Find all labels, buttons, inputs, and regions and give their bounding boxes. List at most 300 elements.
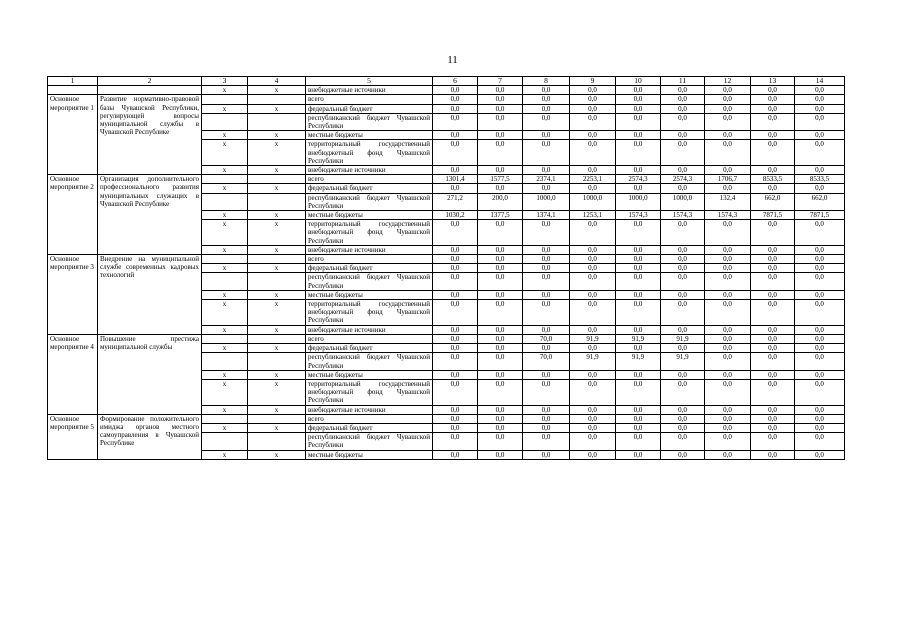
value-cell: 132,4 — [705, 193, 751, 210]
header-row — [48, 77, 845, 86]
code-cell — [202, 95, 248, 104]
value-cell: 0,0 — [523, 433, 570, 450]
code-cell: х — [248, 140, 306, 166]
value-cell: 0,0 — [433, 414, 478, 423]
value-cell: 0,0 — [478, 300, 523, 326]
funding-source: территориальный государственный внебюджетный фонд Чувашской Республики — [306, 140, 433, 166]
value-cell: 0,0 — [661, 405, 705, 414]
value-cell: 0,0 — [523, 86, 570, 95]
value-cell: 0,0 — [705, 450, 751, 459]
funding-source: республиканский бюджет Чувашской Республики — [306, 113, 433, 130]
value-cell: 0,0 — [433, 433, 478, 450]
value-cell: 0,0 — [570, 220, 616, 246]
value-cell: 0,0 — [433, 245, 478, 254]
code-cell: х — [248, 370, 306, 379]
value-cell: 0,0 — [751, 433, 795, 450]
value-cell: 0,0 — [751, 344, 795, 353]
code-cell: х — [202, 450, 248, 459]
code-cell: х — [248, 344, 306, 353]
column-header: 5 — [306, 77, 433, 86]
value-cell: 0,0 — [751, 184, 795, 193]
code-cell — [248, 353, 306, 370]
column-header: 4 — [248, 77, 306, 86]
value-cell: 0,0 — [795, 370, 845, 379]
value-cell: 1706,7 — [705, 175, 751, 184]
value-cell: 0,0 — [570, 450, 616, 459]
value-cell: 0,0 — [478, 450, 523, 459]
value-cell: 0,0 — [478, 104, 523, 113]
value-cell: 0,0 — [570, 423, 616, 432]
value-cell: 271,2 — [433, 193, 478, 210]
value-cell: 0,0 — [570, 273, 616, 290]
value-cell: 0,0 — [523, 166, 570, 175]
value-cell: 2574,3 — [616, 175, 661, 184]
code-cell: х — [202, 290, 248, 299]
funding-source: республиканский бюджет Чувашской Республики — [306, 433, 433, 450]
code-cell: х — [248, 379, 306, 405]
value-cell: 0,0 — [616, 344, 661, 353]
value-cell: 0,0 — [433, 370, 478, 379]
measure-description: Формирование положительного имиджа органов местного самоуправления в Чувашской Республике — [98, 414, 202, 459]
value-cell: 0,0 — [661, 86, 705, 95]
code-cell: х — [202, 104, 248, 113]
table-row — [48, 414, 845, 423]
table-row — [48, 175, 845, 184]
value-cell: 662,0 — [795, 193, 845, 210]
code-cell: х — [202, 245, 248, 254]
value-cell: 1574,3 — [661, 211, 705, 220]
column-header: 9 — [570, 77, 616, 86]
value-cell: 1000,0 — [570, 193, 616, 210]
value-cell: 0,0 — [433, 405, 478, 414]
value-cell: 0,0 — [795, 450, 845, 459]
column-header: 10 — [616, 77, 661, 86]
funding-source: федеральный бюджет — [306, 423, 433, 432]
value-cell: 2374,1 — [523, 175, 570, 184]
value-cell: 0,0 — [523, 325, 570, 334]
value-cell: 0,0 — [661, 166, 705, 175]
funding-source: республиканский бюджет Чувашской Республики — [306, 193, 433, 210]
code-cell: х — [248, 211, 306, 220]
code-cell: х — [202, 300, 248, 326]
value-cell: 0,0 — [705, 325, 751, 334]
value-cell: 8533,5 — [751, 175, 795, 184]
value-cell: 1030,2 — [433, 211, 478, 220]
value-cell: 0,0 — [478, 184, 523, 193]
value-cell: 0,0 — [751, 273, 795, 290]
table-row — [48, 255, 845, 264]
value-cell: 0,0 — [478, 220, 523, 246]
code-cell: х — [202, 423, 248, 432]
measure-name: Основное мероприятие 3 — [48, 255, 98, 335]
value-cell: 0,0 — [616, 273, 661, 290]
value-cell: 0,0 — [523, 423, 570, 432]
value-cell: 1577,5 — [478, 175, 523, 184]
code-cell — [248, 433, 306, 450]
value-cell: 0,0 — [570, 166, 616, 175]
value-cell: 0,0 — [661, 184, 705, 193]
value-cell: 0,0 — [795, 423, 845, 432]
value-cell: 0,0 — [570, 184, 616, 193]
value-cell: 0,0 — [705, 423, 751, 432]
value-cell: 0,0 — [751, 255, 795, 264]
value-cell: 0,0 — [795, 334, 845, 343]
funding-source: местные бюджеты — [306, 131, 433, 140]
table-row — [48, 95, 845, 104]
code-cell: х — [202, 344, 248, 353]
value-cell: 0,0 — [661, 140, 705, 166]
value-cell: 0,0 — [751, 325, 795, 334]
value-cell: 0,0 — [751, 264, 795, 273]
value-cell: 0,0 — [433, 325, 478, 334]
value-cell: 0,0 — [570, 245, 616, 254]
code-cell: х — [248, 264, 306, 273]
value-cell: 0,0 — [751, 166, 795, 175]
value-cell: 0,0 — [705, 104, 751, 113]
value-cell: 0,0 — [795, 353, 845, 370]
value-cell: 0,0 — [616, 405, 661, 414]
value-cell: 0,0 — [433, 300, 478, 326]
value-cell: 0,0 — [478, 245, 523, 254]
measure-name: Основное мероприятие 1 — [48, 95, 98, 175]
value-cell: 0,0 — [661, 344, 705, 353]
value-cell: 0,0 — [433, 334, 478, 343]
value-cell: 0,0 — [795, 220, 845, 246]
column-header: 2 — [98, 77, 202, 86]
value-cell: 0,0 — [751, 86, 795, 95]
code-cell: х — [202, 264, 248, 273]
funding-source: местные бюджеты — [306, 211, 433, 220]
value-cell: 0,0 — [795, 104, 845, 113]
value-cell: 0,0 — [751, 140, 795, 166]
page-number: 11 — [447, 54, 458, 66]
value-cell: 0,0 — [795, 344, 845, 353]
code-cell: х — [248, 290, 306, 299]
value-cell: 0,0 — [433, 113, 478, 130]
code-cell: х — [202, 379, 248, 405]
value-cell: 0,0 — [570, 104, 616, 113]
value-cell: 0,0 — [705, 414, 751, 423]
value-cell: 0,0 — [795, 433, 845, 450]
value-cell: 0,0 — [616, 433, 661, 450]
value-cell: 0,0 — [751, 370, 795, 379]
value-cell: 0,0 — [616, 423, 661, 432]
value-cell: 0,0 — [523, 414, 570, 423]
code-cell: х — [202, 220, 248, 246]
measure-description: Организация дополнительного профессионального развития муниципальных служащих в Чувашской Республике — [98, 175, 202, 255]
funding-source: федеральный бюджет — [306, 104, 433, 113]
value-cell: 1000,0 — [661, 193, 705, 210]
code-cell: х — [248, 405, 306, 414]
value-cell: 0,0 — [705, 264, 751, 273]
value-cell: 0,0 — [478, 131, 523, 140]
value-cell: 0,0 — [523, 344, 570, 353]
value-cell: 0,0 — [433, 220, 478, 246]
funding-source: федеральный бюджет — [306, 184, 433, 193]
value-cell: 1000,0 — [616, 193, 661, 210]
value-cell: 0,0 — [570, 113, 616, 130]
value-cell: 0,0 — [616, 325, 661, 334]
value-cell: 91,9 — [661, 353, 705, 370]
funding-source: всего — [306, 95, 433, 104]
code-cell — [202, 433, 248, 450]
value-cell: 0,0 — [523, 379, 570, 405]
funding-source: всего — [306, 414, 433, 423]
value-cell: 0,0 — [795, 245, 845, 254]
value-cell: 0,0 — [661, 273, 705, 290]
value-cell: 0,0 — [478, 290, 523, 299]
funding-source: внебюджетные источники — [306, 86, 433, 95]
value-cell: 0,0 — [570, 290, 616, 299]
value-cell: 91,9 — [661, 334, 705, 343]
value-cell: 0,0 — [751, 405, 795, 414]
value-cell: 0,0 — [705, 379, 751, 405]
value-cell: 1000,0 — [523, 193, 570, 210]
funding-source: территориальный государственный внебюджетный фонд Чувашской Республики — [306, 220, 433, 246]
value-cell: 0,0 — [795, 273, 845, 290]
value-cell: 0,0 — [433, 255, 478, 264]
value-cell: 91,9 — [616, 334, 661, 343]
value-cell: 0,0 — [570, 414, 616, 423]
code-cell — [202, 113, 248, 130]
value-cell: 0,0 — [705, 255, 751, 264]
funding-source: местные бюджеты — [306, 290, 433, 299]
value-cell: 0,0 — [705, 184, 751, 193]
value-cell: 0,0 — [523, 140, 570, 166]
column-header: 7 — [478, 77, 523, 86]
value-cell: 0,0 — [570, 264, 616, 273]
value-cell: 0,0 — [751, 131, 795, 140]
value-cell: 0,0 — [433, 166, 478, 175]
value-cell: 0,0 — [616, 95, 661, 104]
value-cell: 0,0 — [523, 450, 570, 459]
column-header: 6 — [433, 77, 478, 86]
value-cell: 0,0 — [433, 131, 478, 140]
value-cell: 0,0 — [478, 140, 523, 166]
value-cell: 0,0 — [705, 95, 751, 104]
value-cell: 0,0 — [570, 433, 616, 450]
value-cell: 0,0 — [616, 264, 661, 273]
value-cell: 0,0 — [433, 184, 478, 193]
measure-description: Внедрение на муниципальной службе современных кадровых технологий — [98, 255, 202, 335]
code-cell: х — [202, 131, 248, 140]
value-cell: 0,0 — [795, 184, 845, 193]
value-cell: 0,0 — [523, 184, 570, 193]
funding-source: всего — [306, 334, 433, 343]
code-cell: х — [202, 370, 248, 379]
value-cell: 0,0 — [705, 344, 751, 353]
value-cell: 0,0 — [795, 86, 845, 95]
value-cell: 0,0 — [751, 290, 795, 299]
column-header: 3 — [202, 77, 248, 86]
value-cell: 0,0 — [751, 379, 795, 405]
value-cell: 0,0 — [795, 166, 845, 175]
code-cell: х — [248, 166, 306, 175]
value-cell: 0,0 — [616, 290, 661, 299]
value-cell: 662,0 — [751, 193, 795, 210]
table-row — [48, 86, 845, 95]
value-cell: 0,0 — [795, 113, 845, 130]
funding-source: территориальный государственный внебюджетный фонд Чувашской Республики — [306, 379, 433, 405]
value-cell: 0,0 — [570, 131, 616, 140]
value-cell: 0,0 — [705, 140, 751, 166]
code-cell — [248, 273, 306, 290]
value-cell: 0,0 — [478, 370, 523, 379]
code-cell: х — [202, 211, 248, 220]
value-cell: 0,0 — [661, 379, 705, 405]
funding-source: всего — [306, 175, 433, 184]
value-cell: 0,0 — [478, 344, 523, 353]
code-cell — [202, 193, 248, 210]
value-cell: 0,0 — [705, 86, 751, 95]
value-cell: 0,0 — [661, 370, 705, 379]
value-cell: 0,0 — [570, 255, 616, 264]
value-cell: 0,0 — [523, 273, 570, 290]
column-header: 11 — [661, 77, 705, 86]
value-cell: 0,0 — [705, 245, 751, 254]
value-cell: 0,0 — [705, 300, 751, 326]
value-cell: 8533,5 — [795, 175, 845, 184]
code-cell — [202, 175, 248, 184]
value-cell: 0,0 — [433, 290, 478, 299]
value-cell: 0,0 — [478, 166, 523, 175]
code-cell: х — [248, 300, 306, 326]
code-cell: х — [248, 245, 306, 254]
value-cell: 0,0 — [433, 353, 478, 370]
value-cell: 0,0 — [478, 379, 523, 405]
value-cell: 0,0 — [478, 433, 523, 450]
code-cell: х — [248, 325, 306, 334]
value-cell: 0,0 — [751, 450, 795, 459]
value-cell: 0,0 — [616, 300, 661, 326]
value-cell: 0,0 — [433, 379, 478, 405]
measure-name: Основное мероприятие 5 — [48, 414, 98, 459]
value-cell: 0,0 — [523, 95, 570, 104]
funding-source: внебюджетные источники — [306, 325, 433, 334]
funding-source: местные бюджеты — [306, 450, 433, 459]
value-cell: 0,0 — [433, 104, 478, 113]
value-cell: 0,0 — [661, 290, 705, 299]
funding-source: внебюджетные источники — [306, 166, 433, 175]
value-cell: 2574,3 — [661, 175, 705, 184]
value-cell: 0,0 — [523, 405, 570, 414]
value-cell: 0,0 — [616, 166, 661, 175]
column-header: 14 — [795, 77, 845, 86]
value-cell: 1377,5 — [478, 211, 523, 220]
value-cell: 0,0 — [478, 255, 523, 264]
column-header: 8 — [523, 77, 570, 86]
value-cell: 0,0 — [661, 220, 705, 246]
value-cell: 0,0 — [795, 405, 845, 414]
value-cell: 0,0 — [705, 334, 751, 343]
column-header: 13 — [751, 77, 795, 86]
value-cell: 0,0 — [433, 140, 478, 166]
code-cell: х — [248, 450, 306, 459]
value-cell: 70,0 — [523, 353, 570, 370]
funding-source: федеральный бюджет — [306, 264, 433, 273]
code-cell — [248, 193, 306, 210]
measure-name: Основное мероприятие 2 — [48, 175, 98, 255]
value-cell: 0,0 — [570, 405, 616, 414]
value-cell: 0,0 — [616, 370, 661, 379]
value-cell: 0,0 — [661, 245, 705, 254]
value-cell: 0,0 — [705, 220, 751, 246]
budget-table — [47, 76, 845, 460]
value-cell: 0,0 — [751, 113, 795, 130]
value-cell: 0,0 — [478, 353, 523, 370]
value-cell: 0,0 — [751, 245, 795, 254]
code-cell — [202, 255, 248, 264]
value-cell: 0,0 — [616, 131, 661, 140]
funding-source: федеральный бюджет — [306, 344, 433, 353]
value-cell: 0,0 — [705, 405, 751, 414]
value-cell: 0,0 — [570, 325, 616, 334]
code-cell: х — [202, 140, 248, 166]
code-cell: х — [202, 86, 248, 95]
code-cell: х — [202, 184, 248, 193]
value-cell: 0,0 — [523, 255, 570, 264]
empty-cell — [98, 86, 202, 95]
value-cell: 0,0 — [478, 273, 523, 290]
value-cell: 0,0 — [570, 140, 616, 166]
value-cell: 2253,1 — [570, 175, 616, 184]
code-cell — [248, 334, 306, 343]
value-cell: 0,0 — [616, 140, 661, 166]
value-cell: 0,0 — [616, 245, 661, 254]
value-cell: 0,0 — [478, 414, 523, 423]
value-cell: 0,0 — [570, 379, 616, 405]
value-cell: 1574,3 — [616, 211, 661, 220]
value-cell: 0,0 — [478, 95, 523, 104]
value-cell: 0,0 — [570, 344, 616, 353]
value-cell: 0,0 — [751, 414, 795, 423]
value-cell: 0,0 — [795, 379, 845, 405]
value-cell: 0,0 — [705, 273, 751, 290]
value-cell: 0,0 — [523, 113, 570, 130]
table-row — [48, 334, 845, 343]
value-cell: 0,0 — [795, 95, 845, 104]
value-cell: 0,0 — [433, 273, 478, 290]
value-cell: 70,0 — [523, 334, 570, 343]
empty-cell — [48, 86, 98, 95]
measure-description: Развитие нормативно-правовой базы Чувашской Республики, регулирующей вопросы муниципальной службы в Чувашской Республике — [98, 95, 202, 175]
value-cell: 0,0 — [523, 220, 570, 246]
code-cell — [248, 414, 306, 423]
value-cell: 0,0 — [523, 300, 570, 326]
value-cell: 0,0 — [616, 255, 661, 264]
value-cell: 0,0 — [795, 131, 845, 140]
value-cell: 91,9 — [616, 353, 661, 370]
value-cell: 0,0 — [661, 450, 705, 459]
value-cell: 200,0 — [478, 193, 523, 210]
value-cell: 0,0 — [661, 414, 705, 423]
value-cell: 0,0 — [570, 95, 616, 104]
value-cell: 7871,5 — [751, 211, 795, 220]
value-cell: 0,0 — [705, 370, 751, 379]
code-cell — [202, 334, 248, 343]
code-cell: х — [248, 184, 306, 193]
value-cell: 0,0 — [795, 414, 845, 423]
value-cell: 0,0 — [523, 264, 570, 273]
code-cell: х — [248, 86, 306, 95]
value-cell: 0,0 — [661, 104, 705, 113]
value-cell: 0,0 — [616, 104, 661, 113]
value-cell: 0,0 — [705, 433, 751, 450]
value-cell: 0,0 — [705, 353, 751, 370]
value-cell: 7871,5 — [795, 211, 845, 220]
value-cell: 0,0 — [705, 113, 751, 130]
value-cell: 0,0 — [616, 184, 661, 193]
